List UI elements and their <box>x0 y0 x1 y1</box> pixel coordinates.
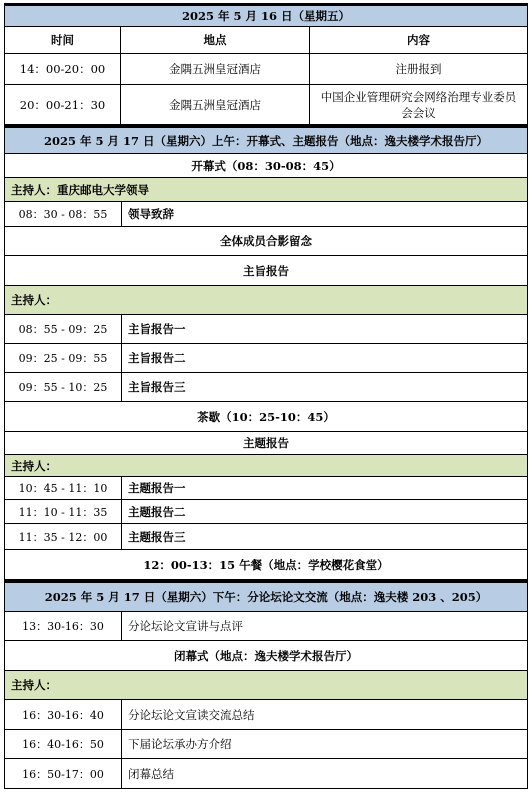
theme-host: 主持人： <box>11 458 57 473</box>
row-content: 主题报告二 <box>128 504 186 519</box>
row-content: 下届论坛承办方介绍 <box>128 737 232 751</box>
row-place: 金隅五洲皇冠酒店 <box>121 54 310 84</box>
keynote-title: 主旨报告 <box>243 263 289 278</box>
row-time: 14：00-20：00 <box>5 54 121 84</box>
afternoon-title-row <box>4 580 528 612</box>
day1-title: 2025 年 5 月 16 日（星期五） <box>181 9 351 23</box>
day1-header-row <box>4 27 528 54</box>
opening-row <box>4 154 528 178</box>
opening-host-row <box>4 178 528 202</box>
row-time: 09：25 - 09：55 <box>5 344 122 372</box>
row-content: 主旨报告一 <box>128 322 186 336</box>
closing-host: 主持人： <box>11 678 57 692</box>
row-time: 13：30-16：30 <box>5 612 122 640</box>
table-row <box>4 730 528 759</box>
table-row <box>4 54 528 85</box>
row-content: 主旨报告二 <box>128 351 186 365</box>
row-time: 08：30 - 08：55 <box>5 202 122 226</box>
photo-row <box>4 227 528 256</box>
afternoon-title: 2025 年 5 月 17 日（星期六）下午：分论坛论文交流（地点：逸夫楼 203 、205） <box>44 590 488 604</box>
table-row <box>4 315 528 344</box>
theme-host-row <box>4 455 528 477</box>
row-content: 闭幕总结 <box>128 766 174 781</box>
header-place: 地点 <box>121 27 310 53</box>
photo-label: 全体成员合影留念 <box>220 234 312 248</box>
day1-title-row <box>4 3 528 27</box>
table-row <box>4 202 528 227</box>
row-content: 注册报到 <box>395 62 442 76</box>
header-time: 时间 <box>5 27 121 53</box>
row-content: 主题报告三 <box>128 529 186 544</box>
table-row <box>4 524 528 550</box>
row-content: 主题报告一 <box>128 481 186 495</box>
keynote-host-row <box>4 286 528 315</box>
row-content: 分论坛论文宣读交流总结 <box>128 707 255 722</box>
table-row <box>4 85 528 125</box>
lunch-row <box>4 550 528 580</box>
row-time: 11：10 - 11：35 <box>5 500 122 523</box>
row-content: 中国企业管理研究会网络治理专业委员会会议 <box>320 89 517 120</box>
row-content: 分论坛论文宣讲与点评 <box>128 619 243 633</box>
row-time: 08：55 - 09：25 <box>5 315 122 343</box>
closing-title: 闭幕式（地点：逸夫楼学术报告厅） <box>174 648 358 663</box>
table-row <box>4 759 528 789</box>
row-time: 11：35 - 12：00 <box>5 524 122 549</box>
table-row <box>4 344 528 373</box>
row-time: 09：55 - 10：25 <box>5 373 122 401</box>
morning-title: 2025 年 5 月 17 日（星期六）上午：开幕式、主题报告（地点：逸夫楼学术报告厅） <box>43 133 489 148</box>
tea-break: 茶歇（10：25-10：45） <box>197 409 335 424</box>
row-time: 10：45 - 11：10 <box>5 477 122 499</box>
table-row <box>4 477 528 500</box>
keynote-title-row <box>4 256 528 286</box>
row-content: 领导致辞 <box>128 207 174 221</box>
morning-title-row <box>4 125 528 154</box>
table-row <box>4 373 528 402</box>
opening-title: 开幕式（08：30-08：45） <box>191 158 341 173</box>
closing-host-row <box>4 671 528 700</box>
opening-host: 主持人：重庆邮电大学领导 <box>11 182 149 197</box>
table-row <box>4 612 528 641</box>
table-row <box>4 500 528 524</box>
row-time: 16：50-17：00 <box>5 759 122 788</box>
lunch-label: 12：00-13：15 午餐（地点：学校樱花食堂） <box>143 557 389 572</box>
row-content: 主旨报告三 <box>128 380 186 394</box>
theme-title-row <box>4 432 528 455</box>
row-time: 16：40-16：50 <box>5 730 122 758</box>
closing-title-row <box>4 641 528 671</box>
row-time: 20：00-21：30 <box>5 85 121 124</box>
table-row <box>4 700 528 730</box>
agenda-table <box>4 3 528 789</box>
tea-row <box>4 402 528 432</box>
row-place: 金隅五洲皇冠酒店 <box>121 85 310 124</box>
keynote-host: 主持人： <box>11 293 57 307</box>
header-content: 内容 <box>407 33 430 47</box>
theme-title: 主题报告 <box>243 436 289 450</box>
row-time: 16：30-16：40 <box>5 700 122 729</box>
